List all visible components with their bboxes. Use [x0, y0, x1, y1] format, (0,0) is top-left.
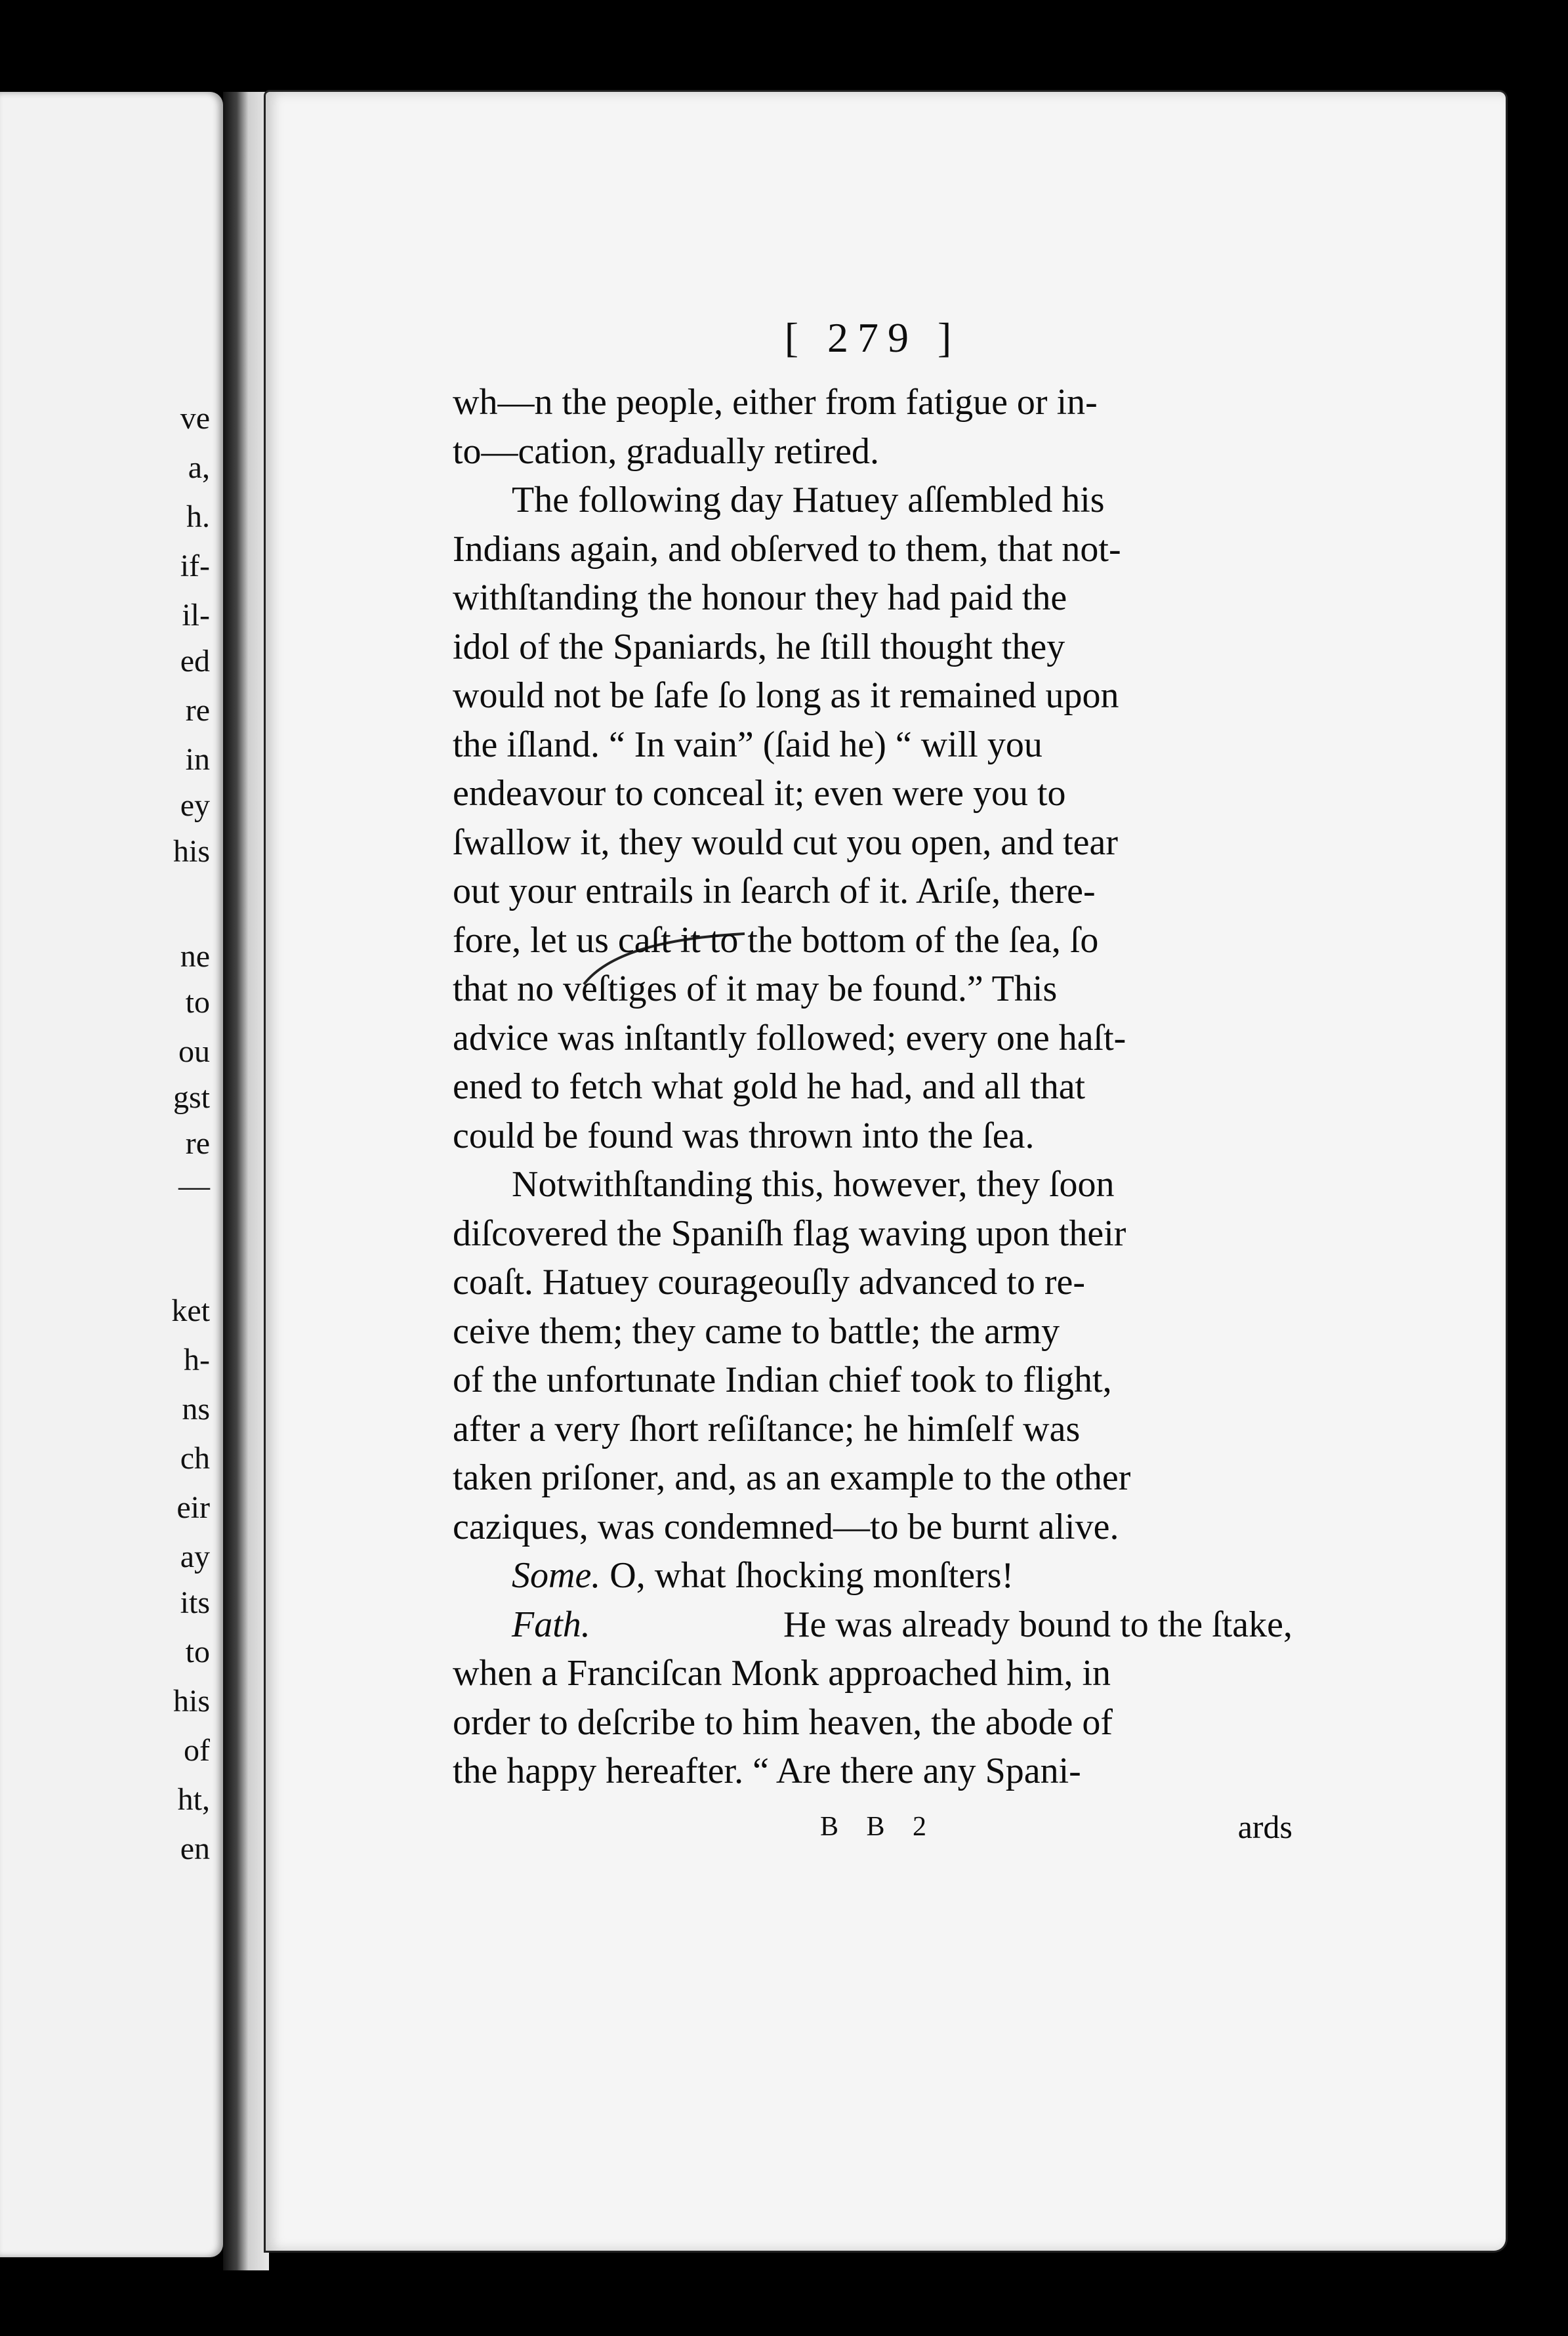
- left-page-fragment: ket: [171, 1293, 210, 1328]
- left-page-fragment: il-: [182, 598, 210, 633]
- text-line: coaſt. Hatuey courageouſly advanced to re-: [453, 1262, 1086, 1303]
- speaker-label: Fath.: [512, 1604, 590, 1645]
- text-line: diſcovered the Spaniſh flag waving upon their: [453, 1213, 1126, 1254]
- right-page: [266, 92, 1506, 2251]
- left-page-fragment: its: [180, 1585, 210, 1620]
- speaker-label: Some.: [512, 1555, 601, 1596]
- text-line: would not be ſafe ſo long as it remained upon: [453, 675, 1119, 716]
- page-header: [ 279 ]: [784, 314, 961, 361]
- left-page: [0, 92, 223, 2257]
- book-spine: [223, 92, 269, 2270]
- text-line: the iſland. “ In vain” (ſaid he) “ will you: [453, 724, 1042, 765]
- left-page-fragment: ne: [180, 939, 210, 974]
- text-line: could be found was thrown into the ſea.: [453, 1115, 1035, 1156]
- text-line: of the unfortunate Indian chief took to flight,: [453, 1360, 1112, 1400]
- left-page-fragment: ht,: [177, 1782, 210, 1817]
- left-page-fragment: his: [173, 1684, 210, 1719]
- left-page-fragment: in: [185, 742, 210, 777]
- text-line: Notwithſtanding this, however, they ſoon: [512, 1164, 1115, 1205]
- text-line: caziques, was condemned—to be burnt alive.: [453, 1506, 1119, 1547]
- text-line: ceive them; they came to battle; the army: [453, 1310, 1060, 1352]
- left-page-fragment: of: [184, 1733, 210, 1768]
- left-page-fragment: if-: [180, 549, 210, 583]
- catchword: ards: [1237, 1808, 1292, 1845]
- text-line: ſwallow it, they would cut you open, and tear: [453, 822, 1118, 863]
- page-text: [453, 302, 1292, 1851]
- text-line: when a Franciſcan Monk approached him, in: [453, 1653, 1111, 1694]
- page-footer: [453, 1803, 1292, 1852]
- text-line: that no veſtiges of it may be found.” This: [453, 969, 1058, 1009]
- left-page-fragment: gst: [173, 1080, 210, 1115]
- left-page-fragment: ey: [180, 788, 210, 823]
- text-line: withſtanding the honour they had paid the: [453, 577, 1067, 618]
- text-line: the happy hereafter. “ Are there any Spani-: [453, 1751, 1081, 1791]
- left-page-fragment: en: [180, 1831, 210, 1866]
- left-page-fragment: ed: [180, 644, 210, 678]
- left-page-fragment: ch: [180, 1441, 210, 1476]
- text-line: out your entrails in ſearch of it. Ariſe, there-: [453, 871, 1096, 911]
- left-page-fragment: ou: [178, 1034, 210, 1069]
- left-page-fragment: —: [178, 1169, 210, 1203]
- text-line: after a very ſhort reſiſtance; he himſelf was: [453, 1408, 1081, 1450]
- text-line: taken priſoner, and, as an example to the other: [453, 1457, 1131, 1498]
- left-page-fragment: re: [185, 693, 210, 728]
- text-line: ened to fetch what gold he had, and all that: [453, 1066, 1086, 1107]
- text-line: to—cation, gradually retired.: [453, 430, 879, 472]
- text-line: idol of the Spaniards, he ſtill thought they: [453, 626, 1065, 667]
- text-line: Indians again, and obſerved to them, that not-: [453, 528, 1121, 570]
- left-page-fragment: re: [185, 1126, 210, 1161]
- text-line: Some. O, what ſhocking monſters!: [453, 1551, 1292, 1600]
- left-page-fragment: ay: [180, 1539, 210, 1574]
- left-page-fragment: to: [185, 985, 210, 1020]
- left-page-fragment: to: [185, 1635, 210, 1669]
- text-line: advice was inſtantly followed; every one haſt-: [453, 1017, 1126, 1058]
- left-page-fragment: h.: [186, 499, 210, 534]
- signature-mark: B B 2: [820, 1811, 938, 1842]
- text-line: fore, let us caſt it to the bottom of the ſea, ſo: [453, 919, 1099, 961]
- left-page-fragment: ve: [180, 401, 210, 436]
- left-page-fragment: eir: [176, 1490, 210, 1525]
- text-line: wh—n the people, either from fatigue or in-: [453, 382, 1098, 423]
- text-line: endeavour to conceal it; even were you to: [453, 773, 1066, 814]
- left-page-fragment: his: [173, 834, 210, 869]
- text-line: Fath. He was already bound to the ſtake,: [453, 1600, 1292, 1650]
- left-page-fragment: a,: [188, 450, 210, 485]
- left-page-fragment: ns: [182, 1392, 210, 1427]
- left-page-fragment: h-: [184, 1343, 210, 1377]
- text-line: order to deſcribe to him heaven, the abode of: [453, 1701, 1113, 1743]
- text-line: The following day Hatuey aſſembled his: [512, 480, 1105, 520]
